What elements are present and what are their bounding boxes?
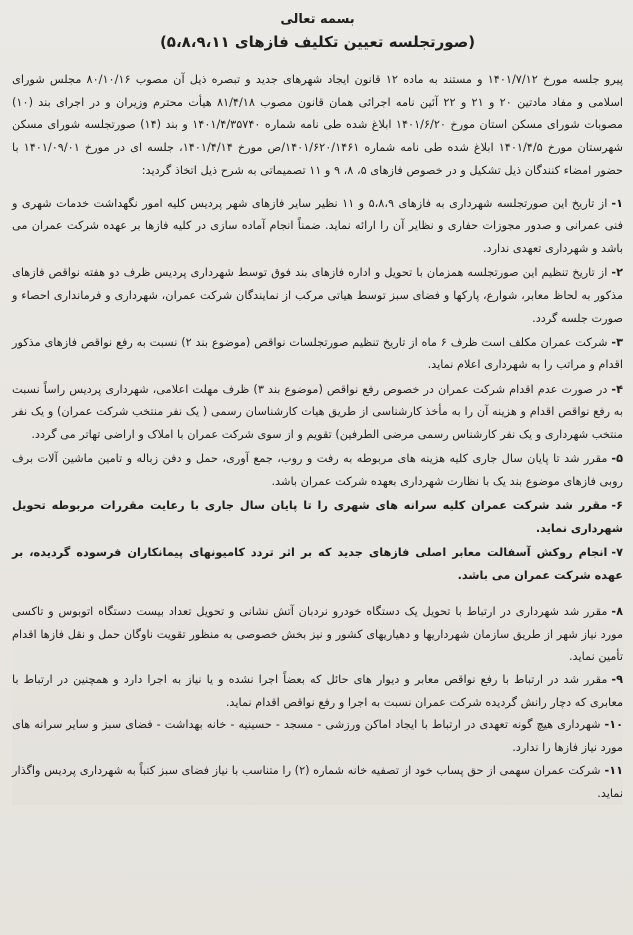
- lower-items-block: [12, 597, 623, 805]
- item-number: ۲-: [611, 266, 623, 280]
- list-item-11: [12, 760, 623, 805]
- list-item-8: [12, 601, 623, 669]
- item-number: ۱۰-: [604, 718, 623, 732]
- list-item-5: [12, 448, 623, 493]
- list-item-4: [12, 379, 623, 447]
- item-number: ۷-: [611, 546, 623, 560]
- item-number: ۱۱-: [604, 763, 623, 777]
- list-item-1: [12, 193, 623, 261]
- item-number: ۸-: [611, 604, 623, 618]
- item-text: شرکت عمران سهمی از حق پساب خود از تصفیه خانه شماره (۲) را متناسب با نیاز فضای سبز کتباً به شهرداری پردیس واگذار نماید.: [12, 763, 623, 800]
- item-text: انجام روکش آسفالت معابر اصلی فازهای جدید که بر اثر تردد کامیونهای پیمانکاران فرسوده گردیده، بر عهده شرکت عمران می باشد.: [12, 546, 623, 582]
- item-number: ۳-: [611, 335, 624, 349]
- header: [12, 12, 623, 51]
- item-number: ۶-: [611, 499, 623, 513]
- item-text: مقرر شد تا پایان سال جاری کلیه هزینه های مربوطه به رفت و روب، جمع آوری، حمل و دفن زباله و تامین ماشین آلات برف روبی فازهای موضوع بند یک با نظارت شهرداری بعهده شرکت عمران باشد.: [12, 452, 623, 488]
- item-number: ۹-: [611, 673, 623, 687]
- item-text: در صورت عدم اقدام شرکت عمران در خصوص رفع نواقص (موضوع بند ۳) ظرف مهلت اعلامی، شهرداری پردیس راساً نسبت به رفع نواقص اقدام و هزینه آن را به مأخذ کارشناسی از طریق هیات کارشناسان رسمی ( یک نفر منتخب شرکت عمران) و یک نفر منتخب شهرداری و یک نفر کارشناس رسمی مرضی الطرفین) تقویم و از سوی شرکت عمران با املاک و اراضی تهاتر می گردد.: [12, 382, 623, 442]
- item-text: مقرر شد شرکت عمران کلیه سرانه های شهری را تا پایان سال جاری با رعایت مقررات مربوطه تحویل شهرداری نماید.: [12, 499, 623, 535]
- list-item-6: [12, 495, 623, 540]
- basmala: بسمه تعالی: [280, 12, 355, 27]
- item-text: از تاریخ این صورتجلسه شهرداری به فازهای ۵،۸،۹ و ۱۱ نظیر سایر فازهای شهر پردیس کلیه امور نگهداشت خدمات شهری و فنی عمرانی و صدور مجوزات حفاری و نظایر آن را ارائه نماید. ضمناً انجام آماده سازی در کلیه فازها بر عهده شرکت عمران می باشد و شهرداری تعهدی ندارد.: [12, 196, 623, 255]
- item-text: از تاریخ تنظیم این صورتجلسه همزمان با تحویل و اداره فازهای بند فوق توسط شهرداری پردیس ظرف دو هفته نواقص فازهای مذکور به لحاظ معابر، شوارع، پارکها و فضای سبز توسط هیاتی مرکب از نمایندگان شرکت عمران، شهرداری و فرمانداری احصاء و صورت جلسه گردد.: [12, 266, 623, 325]
- item-text: شرکت عمران مکلف است ظرف ۶ ماه از تاریخ تنظیم صورتجلسات نواقص (موضوع بند ۲) نسبت به رفع نواقص فازهای مذکور اقدام و مراتب را به شهرداری اعلام نماید.: [12, 335, 623, 372]
- item-text: شهرداری هیچ گونه تعهدی در ارتباط با ایجاد اماکن ورزشی - مسجد - حسینیه - خانه بهداشت - فضای سبز و سایر سرانه های مورد نیاز فازها را ندارد.: [12, 718, 623, 755]
- list-item-9: [12, 669, 623, 714]
- document-title: (صورتجلسه تعیین تکلیف فازهای ۵،۸،۹،۱۱): [159, 33, 476, 51]
- item-text: مقرر شد در ارتباط با رفع نواقص معابر و دیوار های حائل که بعضاً اجرا نشده و یا نیاز به اجرا دارد و همچنین در ارتباط با معابری که دچار رانش گردیده شرکت عمران نسبت به اجرا و رفع نواقص اقدام نماید.: [12, 673, 623, 709]
- item-text: مقرر شد شهرداری در ارتباط با تحویل یک دستگاه خودرو نردبان آتش نشانی و تحویل تعداد بیست دستگاه اتوبوس و تاکسی مورد نیاز شهر از طریق سازمان شهرداریها و دهیاریهای کشور و نیز بخش خصوصی به منظور تقویت ناوگان حمل و نقل فازها اقدام تأمین نماید.: [12, 604, 623, 664]
- items-list: [12, 193, 623, 806]
- item-number: ۵-: [611, 452, 623, 466]
- item-number: ۴-: [611, 382, 624, 396]
- item-number: ۱-: [611, 196, 624, 210]
- list-item-3: [12, 332, 623, 377]
- list-item-7: [12, 542, 623, 587]
- list-item-2: [12, 262, 623, 330]
- intro-paragraph: پیرو جلسه مورخ ۱۴۰۱/۷/۱۲ و مستند به ماده ۱۲ قانون ایجاد شهرهای جدید و تبصره ذیل آن مصوب ۸۰/۱۰/۱۶ مجلس شورای اسلامی و مفاد مادتین ۲۰ و ۲۱ و ۲۲ آئین نامه اجرائی همان قانون مصوب ۸۱/۴/۱۸ هیأت محترم وزیران و در اجرای بند (۱۰) مصوبات شورای مسکن استان مورخ ۱۴۰۱/۶/۲۰ ابلاغ شده طی نامه شماره ۱۴۰۱/۴/۳۵۷۴۰ و بند (۱۴) صورتجلسه شورای مسکن شهرستان مورخ ۱۴۰۱/۴/۵ ابلاغ شده طی نامه شماره ۱۴۰۱/۶۲۰/۱۴۶۱/ص مورخ ۱۴۰۱/۴/۱۴، جلسه ای در مورخ ۱۴۰۱/۰۹/۰۱ با حضور امضاء کنندگان ذیل تشکیل و در خصوص فازهای ۵، ۸، ۹ و ۱۱ تصمیماتی به شرح ذیل اتخاذ گردید:: [12, 73, 624, 177]
- list-item-10: [12, 714, 623, 759]
